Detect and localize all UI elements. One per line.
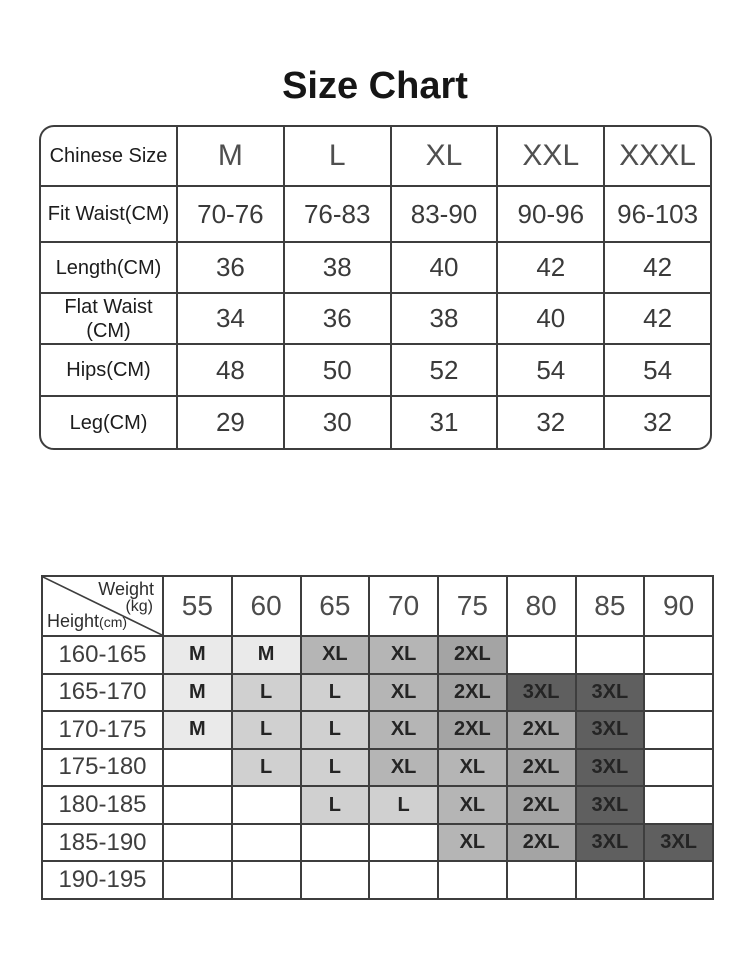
size-header-cell: XXL	[496, 127, 603, 185]
chinese-size-label: Chinese Size	[49, 145, 168, 167]
matrix-size-cell	[643, 785, 712, 823]
measure-value-cell: 76-83	[283, 185, 390, 241]
measure-value-cell: 40	[496, 292, 603, 343]
matrix-size-cell: L	[231, 710, 300, 748]
matrix-size-cell: M	[162, 710, 231, 748]
matrix-size-cell: 2XL	[506, 823, 575, 861]
matrix-size-cell: 2XL	[437, 710, 506, 748]
measure-value-cell: 32	[603, 395, 710, 448]
matrix-size-cell: 2XL	[437, 673, 506, 711]
matrix-size-cell: XL	[300, 635, 369, 673]
matrix-size-cell: 3XL	[575, 673, 644, 711]
matrix-size-cell	[300, 860, 369, 898]
matrix-size-cell: L	[368, 785, 437, 823]
matrix-size-cell: M	[162, 635, 231, 673]
measure-label: Fit Waist(CM)	[41, 185, 176, 241]
size-table	[39, 125, 712, 450]
weight-header-cell: 60	[231, 577, 300, 635]
measure-value-cell: 90-96	[496, 185, 603, 241]
matrix-size-cell	[575, 860, 644, 898]
corner-weight-label: Weight	[98, 579, 154, 599]
weight-header-cell: 65	[300, 577, 369, 635]
matrix-size-cell	[162, 823, 231, 861]
measure-value-cell: 52	[390, 343, 497, 395]
matrix-size-cell	[231, 860, 300, 898]
measure-value-cell: 42	[603, 292, 710, 343]
measure-value-cell: 38	[283, 241, 390, 292]
matrix-size-cell	[162, 860, 231, 898]
matrix-size-cell: XL	[368, 673, 437, 711]
measure-value-cell: 38	[390, 292, 497, 343]
height-row-label: 170-175	[43, 710, 162, 748]
matrix-size-cell	[506, 860, 575, 898]
matrix-size-cell	[231, 785, 300, 823]
height-row-label: 180-185	[43, 785, 162, 823]
matrix-size-cell	[575, 635, 644, 673]
height-row-label: 165-170	[43, 673, 162, 711]
weight-header-cell: 75	[437, 577, 506, 635]
matrix-size-cell: 3XL	[575, 785, 644, 823]
matrix-size-cell: L	[231, 673, 300, 711]
matrix-size-cell: XL	[368, 635, 437, 673]
matrix-size-cell	[162, 748, 231, 786]
measure-value-cell: 50	[283, 343, 390, 395]
matrix-size-cell	[162, 785, 231, 823]
matrix-size-cell: 2XL	[437, 635, 506, 673]
matrix-size-cell	[643, 748, 712, 786]
measure-label: Hips(CM)	[41, 343, 176, 395]
matrix-size-cell: 3XL	[506, 673, 575, 711]
matrix-size-cell: 2XL	[506, 785, 575, 823]
matrix-size-cell: L	[300, 710, 369, 748]
matrix-size-cell	[368, 860, 437, 898]
measure-value-cell: 70-76	[176, 185, 283, 241]
weight-header-cell: 80	[506, 577, 575, 635]
height-row-label: 160-165	[43, 635, 162, 673]
page-title: Size Chart	[282, 65, 468, 107]
height-row-label: 175-180	[43, 748, 162, 786]
measure-value-cell: 54	[603, 343, 710, 395]
height-weight-table	[41, 575, 714, 900]
measure-value-cell: 42	[496, 241, 603, 292]
matrix-size-cell: XL	[368, 710, 437, 748]
matrix-size-cell	[437, 860, 506, 898]
matrix-size-cell: XL	[437, 785, 506, 823]
measure-label: Length(CM)	[41, 241, 176, 292]
matrix-size-cell	[300, 823, 369, 861]
measure-value-cell: 34	[176, 292, 283, 343]
measure-value-cell: 32	[496, 395, 603, 448]
size-header-cell: M	[176, 127, 283, 185]
measure-value-cell: 31	[390, 395, 497, 448]
matrix-size-cell	[231, 823, 300, 861]
matrix-size-cell: XL	[437, 823, 506, 861]
size-header-cell: L	[283, 127, 390, 185]
matrix-size-cell	[643, 673, 712, 711]
size-header-cell: XXXL	[603, 127, 710, 185]
measure-value-cell: 48	[176, 343, 283, 395]
measure-value-cell: 40	[390, 241, 497, 292]
weight-header-cell: 90	[643, 577, 712, 635]
matrix-size-cell	[506, 635, 575, 673]
matrix-size-cell: M	[231, 635, 300, 673]
measure-value-cell: 36	[176, 241, 283, 292]
measure-value-cell: 42	[603, 241, 710, 292]
matrix-size-cell: L	[300, 785, 369, 823]
size-header-cell: XL	[390, 127, 497, 185]
matrix-size-cell: 2XL	[506, 748, 575, 786]
measure-value-cell: 36	[283, 292, 390, 343]
measure-value-cell: 96-103	[603, 185, 710, 241]
matrix-size-cell: M	[162, 673, 231, 711]
measure-value-cell: 54	[496, 343, 603, 395]
measure-value-cell: 83-90	[390, 185, 497, 241]
matrix-size-cell	[643, 635, 712, 673]
measure-label: Leg(CM)	[41, 395, 176, 448]
matrix-size-cell: XL	[368, 748, 437, 786]
matrix-size-cell	[643, 710, 712, 748]
matrix-size-cell: 3XL	[575, 748, 644, 786]
measure-label: Flat Waist (CM)	[41, 292, 176, 343]
corner-kg-label: (kg)	[125, 598, 153, 615]
matrix-size-cell	[643, 860, 712, 898]
weight-header-cell: 70	[368, 577, 437, 635]
measure-value-cell: 29	[176, 395, 283, 448]
height-row-label: 185-190	[43, 823, 162, 861]
measure-value-cell: 30	[283, 395, 390, 448]
matrix-size-cell: L	[300, 673, 369, 711]
matrix-size-cell: 3XL	[643, 823, 712, 861]
matrix-size-cell: L	[231, 748, 300, 786]
weight-header-cell: 85	[575, 577, 644, 635]
matrix-size-cell: 3XL	[575, 710, 644, 748]
corner-cell	[43, 577, 162, 635]
matrix-size-cell: 2XL	[506, 710, 575, 748]
weight-header-cell: 55	[162, 577, 231, 635]
corner-height-label: Height(cm)	[47, 611, 128, 631]
matrix-size-cell: L	[300, 748, 369, 786]
matrix-size-cell: XL	[437, 748, 506, 786]
matrix-size-cell: 3XL	[575, 823, 644, 861]
matrix-size-cell	[368, 823, 437, 861]
height-row-label: 190-195	[43, 860, 162, 898]
